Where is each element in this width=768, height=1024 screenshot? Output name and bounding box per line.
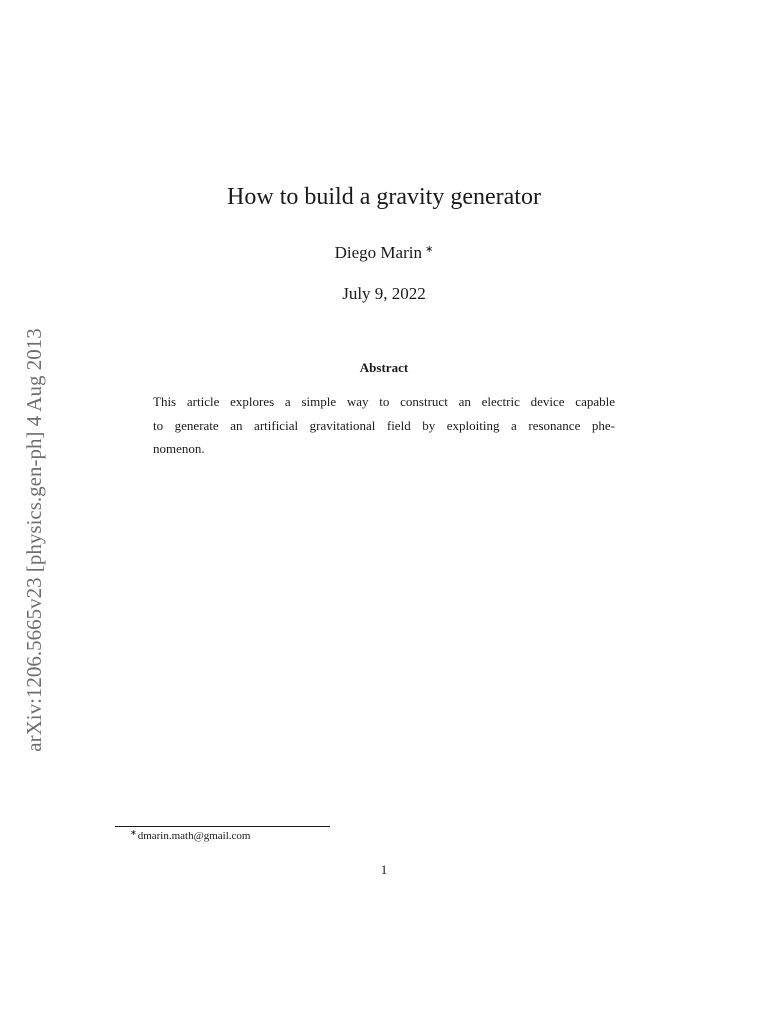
page-number: 1 — [380, 862, 388, 877]
abstract-heading: Abstract — [359, 360, 409, 375]
abstract-body — [153, 390, 615, 461]
abstract-line: This article explores a simple way to construct an electric device capable — [153, 394, 615, 409]
author-footnote-mark: ∗ — [424, 244, 434, 255]
paper-date: July 9, 2022 — [342, 284, 426, 303]
arxiv-identifier-stamp: arXiv:1206.5665v23 [physics.gen-ph] 4 Aug 2013 — [22, 328, 46, 752]
author-name: Diego Marin — [334, 243, 422, 262]
abstract-line: to generate an artificial gravitational field by exploiting a resonance phe- — [153, 417, 615, 433]
footnote-email: dmarin.math@gmail.com — [137, 830, 251, 842]
footnote — [130, 828, 250, 842]
abstract-line: nomenon. — [153, 441, 205, 456]
paper-title: How to build a gravity generator — [227, 184, 541, 210]
footnote-mark: ∗ — [130, 828, 137, 837]
footnote-rule — [115, 826, 330, 827]
author-line — [0, 243, 768, 263]
